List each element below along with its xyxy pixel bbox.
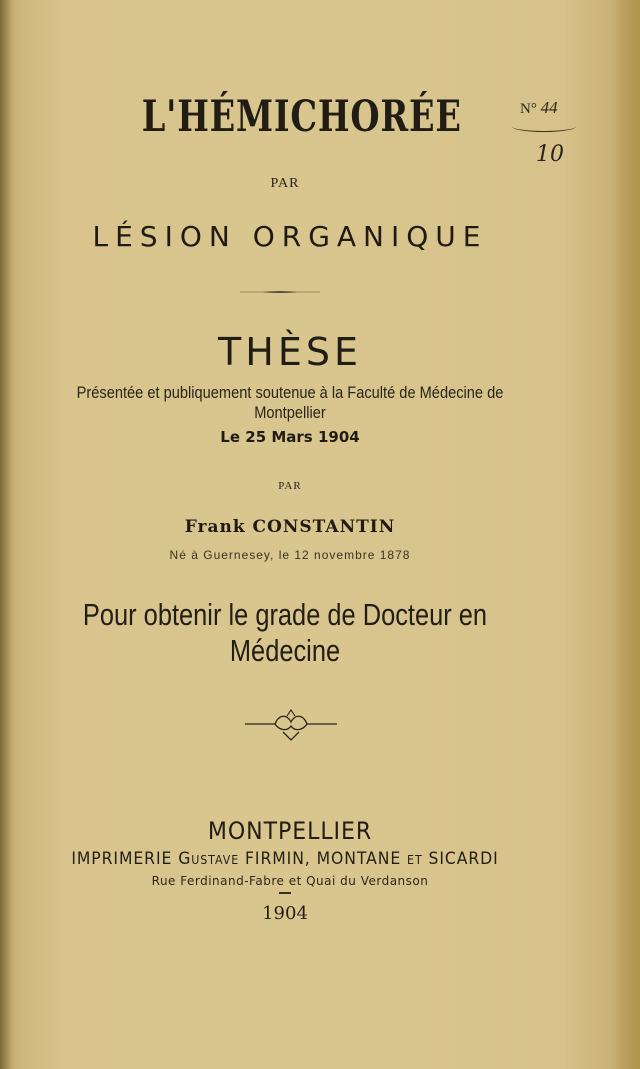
printer-owner-rest: FIRMIN, MONTANE	[239, 849, 408, 869]
printer-owner-first: Gustave	[178, 849, 240, 869]
publication-year: 1904	[262, 903, 308, 924]
shelfmark	[520, 98, 558, 118]
printer-address: Rue Ferdinand-Fabre et Quai du Verdanson	[151, 874, 429, 888]
document-title: L'HÉMICHORÉE	[141, 92, 462, 142]
imprint-city: MONTPELLIER	[207, 817, 373, 845]
subtitle: LÉSION ORGANIQUE	[92, 220, 488, 253]
par-label-2: PAR	[278, 480, 302, 492]
degree-line: Pour obtenir le grade de Docteur en Médecine	[82, 597, 488, 668]
birth-info: Né à Guernesey, le 12 novembre 1878	[169, 548, 411, 562]
fleuron-ornament-icon	[243, 708, 339, 744]
shelfmark-number: 44	[540, 98, 558, 117]
presentation-line: Présentée et publiquement soutenue à la Faculté de Médecine de Montpellier	[76, 383, 504, 422]
small-rule	[279, 892, 291, 894]
printer-line	[23, 849, 547, 869]
printer-last: SICARDI	[422, 849, 499, 869]
ornamental-rule	[200, 291, 360, 293]
page-right-edge	[612, 0, 640, 1069]
defense-date: Le 25 Mars 1904	[220, 428, 360, 446]
par-label-1: PAR	[270, 176, 300, 191]
page-left-edge	[0, 0, 12, 1069]
shelfmark-underline	[512, 121, 576, 132]
printer-conjunction: et	[407, 849, 423, 869]
printer-imprimerie: IMPRIMERIE	[71, 849, 173, 869]
author-name: Frank CONSTANTIN	[184, 517, 396, 537]
handwritten-note: 10	[536, 142, 564, 167]
thesis-heading: THÈSE	[218, 330, 362, 374]
shelfmark-label: N°	[520, 101, 537, 117]
